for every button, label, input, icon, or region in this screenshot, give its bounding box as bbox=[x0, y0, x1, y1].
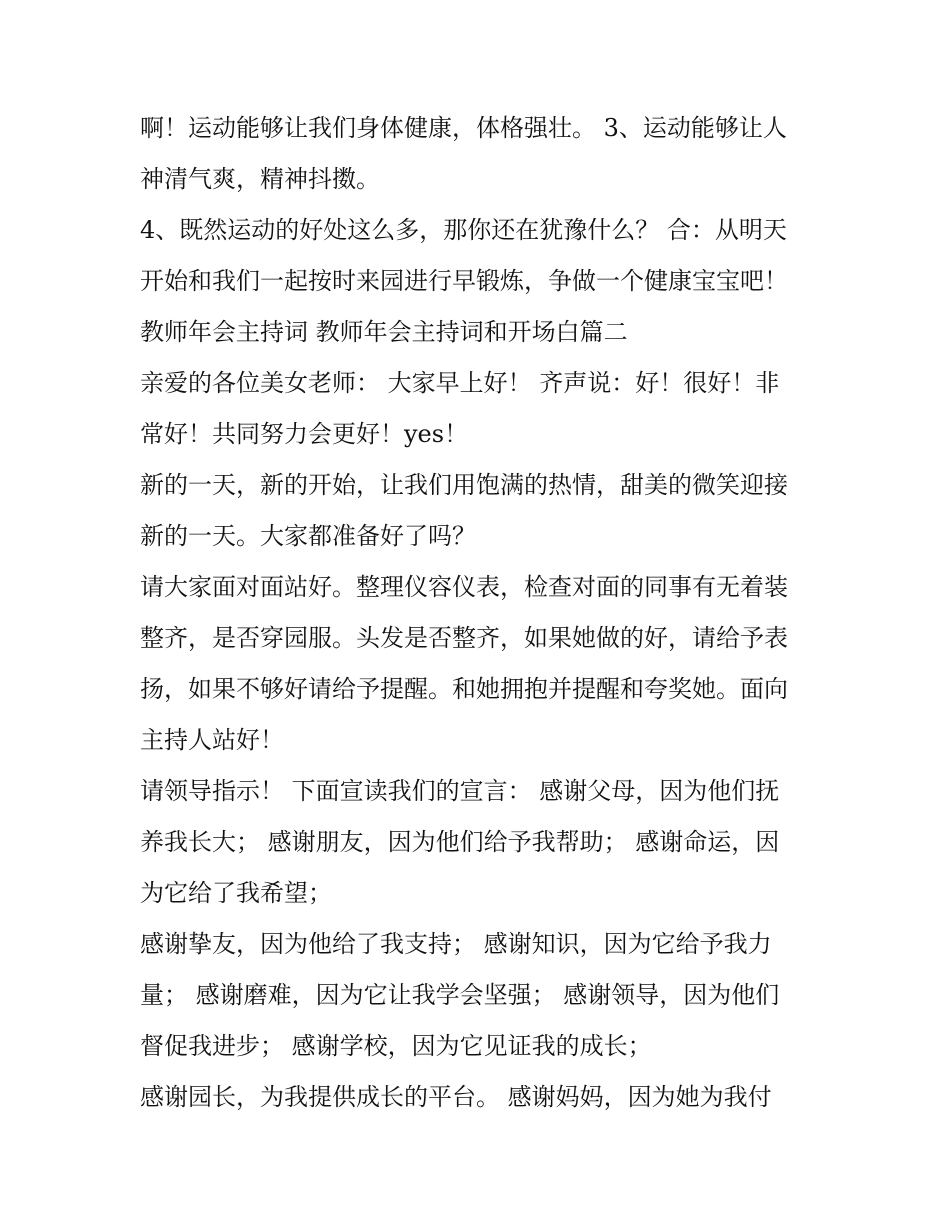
text-line: 扬，如果不够好请给予提醒。和她拥抱并提醒和夸奖她。面向 bbox=[140, 675, 788, 703]
document-body bbox=[140, 103, 830, 1123]
text-line: 养我长大； 感谢朋友，因为他们给予我帮助； 感谢命运，因 bbox=[140, 828, 780, 856]
text-line: 请大家面对面站好。整理仪容仪表，检查对面的同事有无着装 bbox=[140, 573, 788, 601]
text-line: 感谢挚友，因为他给了我支持； 感谢知识，因为它给予我力 bbox=[140, 930, 772, 958]
text-line: 感谢园长，为我提供成长的平台。 感谢妈妈，因为她为我付 bbox=[140, 1083, 772, 1111]
text-line: 新的一天。大家都准备好了吗？ bbox=[140, 522, 476, 550]
text-line: 主持人站好！ bbox=[140, 726, 284, 754]
text-line: 新的一天，新的开始，让我们用饱满的热情，甜美的微笑迎接 bbox=[140, 471, 788, 499]
section-title: 教师年会主持词 教师年会主持词和开场白篇二 bbox=[140, 318, 628, 346]
text-line: 督促我进步； 感谢学校，因为它见证我的成长； bbox=[140, 1032, 652, 1060]
text-line: 整齐，是否穿园服。头发是否整齐，如果她做的好，请给予表 bbox=[140, 624, 788, 652]
text-line: 为它给了我希望； bbox=[140, 879, 332, 907]
text-line: 亲爱的各位美女老师： 大家早上好！ 齐声说：好！很好！非 bbox=[140, 369, 780, 397]
text-line: 开始和我们一起按时来园进行早锻炼，争做一个健康宝宝吧！ bbox=[140, 267, 788, 295]
text-line: 请领导指示！ 下面宣读我们的宣言： 感谢父母，因为他们抚 bbox=[140, 777, 780, 805]
text-line: 啊！运动能够让我们身体健康，体格强壮。 3、运动能够让人 bbox=[140, 114, 787, 142]
text-line: 神清气爽，精神抖擞。 bbox=[140, 165, 380, 193]
text-line: 4、既然运动的好处这么多，那你还在犹豫什么？ 合：从明天 bbox=[140, 216, 787, 244]
text-line: 常好！共同努力会更好！yes！ bbox=[140, 420, 469, 448]
text-line: 量； 感谢磨难，因为它让我学会坚强； 感谢领导，因为他们 bbox=[140, 981, 780, 1009]
